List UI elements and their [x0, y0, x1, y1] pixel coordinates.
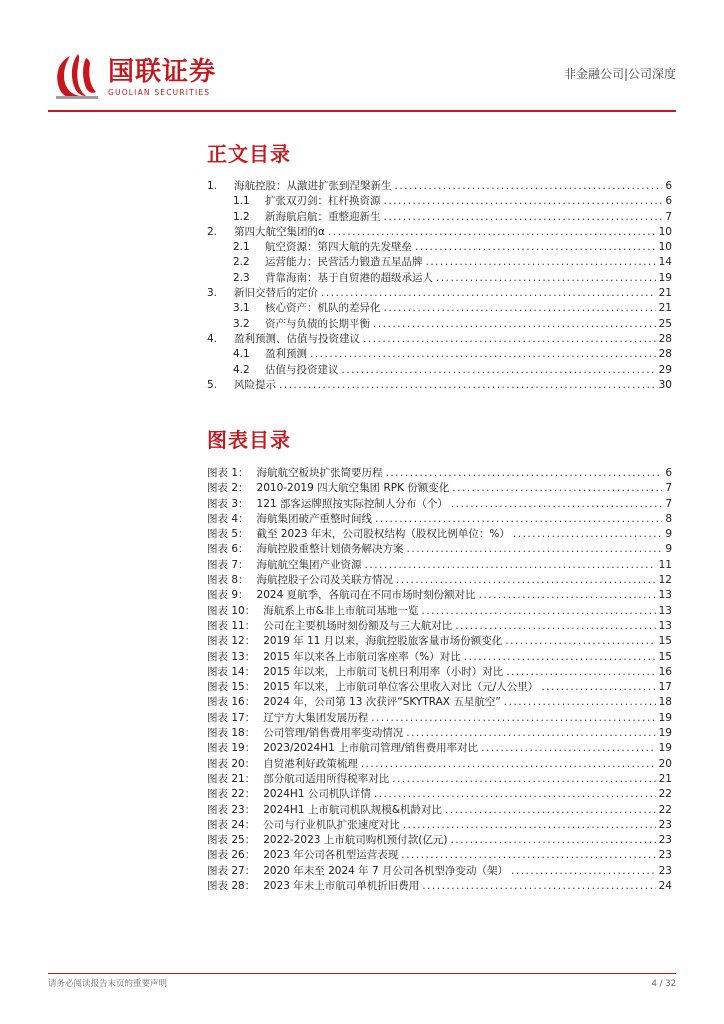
- logo-chinese-name: 国联证券: [108, 57, 217, 87]
- entry-number: 4.2: [233, 363, 250, 376]
- toc-entry[interactable]: [207, 347, 672, 362]
- entry-number: 图表 25：: [207, 834, 256, 847]
- entry-number: 图表 28：: [207, 880, 256, 893]
- report-category: 非金融公司|公司深度: [563, 67, 676, 81]
- entry-page: 17: [658, 681, 672, 694]
- figure-entry[interactable]: [207, 481, 672, 496]
- entry-number: 4.: [207, 332, 218, 345]
- entry-title: 辽宁方大集团发展历程: [263, 711, 369, 724]
- entry-page: 23: [658, 849, 672, 862]
- dot-leader: [384, 194, 663, 209]
- entry-number: 图表 17：: [207, 711, 256, 724]
- entry-title: 2024 年，公司第 13 次获评“SKYTRAX 五星航空”: [263, 696, 501, 709]
- logo-english-name: GUOLIAN SECURITIES: [108, 88, 211, 97]
- toc-entry[interactable]: [207, 271, 672, 286]
- entry-page: 21: [658, 302, 672, 315]
- entry-title: 截至 2023 年末，公司股权结构（股权比例单位：%）: [256, 528, 510, 541]
- entry-number: 图表 24：: [207, 818, 256, 831]
- dot-leader: [361, 757, 656, 772]
- dot-leader: [436, 271, 656, 286]
- entry-page: 7: [665, 482, 672, 495]
- entry-number: 图表 5：: [207, 528, 249, 541]
- entry-title: 海航系上市&非上市航司基地一览: [263, 604, 419, 617]
- dot-leader: [407, 542, 663, 557]
- entry-number: 图表 18：: [207, 727, 256, 740]
- entry-page: 23: [658, 864, 672, 877]
- dot-leader: [506, 665, 655, 680]
- entry-number: 5.: [207, 378, 218, 391]
- dot-leader: [421, 604, 655, 619]
- entry-page: 13: [658, 589, 672, 602]
- entry-title: 2020 年末至 2024 年 7 月公司各机型净变动（架）: [263, 864, 509, 877]
- dot-leader: [363, 332, 656, 347]
- entry-number: 图表 22：: [207, 788, 256, 801]
- toc-entry[interactable]: [207, 301, 672, 316]
- entry-title: 2022-2023 上市航司购机预付款(亿元): [263, 834, 448, 847]
- entry-title: 自贸港利好政策梳理: [263, 757, 358, 770]
- entry-page: 15: [658, 650, 672, 663]
- guolian-logo-icon: [50, 52, 102, 100]
- figure-list: [207, 466, 672, 894]
- entry-number: 图表 10：: [207, 604, 256, 617]
- entry-page: 25: [658, 317, 672, 330]
- entry-title: 2023/2024H1 上市航司管理/销售费用率对比: [263, 742, 479, 755]
- entry-page: 8: [665, 512, 672, 525]
- toc-entry[interactable]: [207, 240, 672, 255]
- figure-entry[interactable]: [207, 772, 672, 787]
- entry-page: 6: [665, 195, 672, 208]
- entry-title: 2024H1 公司机队详情: [263, 788, 371, 801]
- entry-number: 2.2: [233, 256, 250, 269]
- figure-entry[interactable]: [207, 588, 672, 603]
- entry-page: 21: [658, 287, 672, 300]
- entry-title: 公司与行业机队扩张速度对比: [263, 818, 400, 831]
- dot-leader: [374, 787, 656, 802]
- entry-page: 13: [658, 604, 672, 617]
- dot-leader: [375, 512, 662, 527]
- dot-leader: [445, 803, 656, 818]
- entry-number: 4.1: [233, 348, 250, 361]
- entry-number: 1.2: [233, 210, 250, 223]
- toc-entry[interactable]: [207, 363, 672, 378]
- toc-entry[interactable]: [207, 255, 672, 270]
- entry-title: 估值与投资建议: [265, 363, 339, 376]
- entry-page: 10: [658, 241, 672, 254]
- toc-entry[interactable]: [207, 317, 672, 332]
- entry-page: 6: [665, 467, 672, 479]
- entry-page: 15: [658, 635, 672, 648]
- entry-title: 部分航司适用所得税率对比: [263, 772, 390, 785]
- entry-title: 扩张双刃剑：杠杆换资源: [265, 195, 381, 208]
- entry-title: 运营能力：民营活力锻造五星品牌: [265, 256, 423, 269]
- dot-leader: [279, 378, 656, 393]
- entry-title: 海航控股重整计划债务解决方案: [256, 543, 404, 556]
- entry-page: 16: [658, 665, 672, 678]
- dot-leader: [342, 363, 656, 378]
- entry-number: 图表 11：: [207, 619, 256, 632]
- dot-leader: [328, 225, 656, 240]
- entry-number: 图表 7：: [207, 558, 249, 571]
- figure-entry[interactable]: [207, 497, 672, 512]
- figure-entry[interactable]: [207, 741, 672, 756]
- footer-divider: [48, 973, 676, 974]
- dot-leader: [481, 741, 655, 756]
- entry-title: 2019 年 11 月以来，海航控股旅客量市场份额变化: [263, 635, 503, 648]
- entry-number: 图表 27：: [207, 864, 256, 877]
- figure-entry[interactable]: [207, 634, 672, 649]
- entry-number: 图表 4：: [207, 512, 249, 525]
- dot-leader: [365, 558, 656, 573]
- entry-number: 图表 13：: [207, 650, 256, 663]
- entry-number: 图表 26：: [207, 849, 256, 862]
- entry-page: 22: [658, 788, 672, 801]
- entry-title: 新海航启航：重整迎新生: [265, 210, 381, 223]
- entry-number: 图表 21：: [207, 772, 256, 785]
- entry-page: 30: [658, 378, 672, 391]
- entry-page: 12: [658, 574, 672, 587]
- figure-entry[interactable]: [207, 787, 672, 802]
- dot-leader: [479, 588, 656, 603]
- page-number: 4 / 32: [651, 979, 676, 989]
- dot-leader: [396, 573, 656, 588]
- toc-title: 正文目录: [207, 142, 291, 166]
- dot-leader: [401, 848, 655, 863]
- entry-title: 2015 年以来，上市航司单位客公里收入对比（元/人公里）: [263, 681, 539, 694]
- dot-leader: [455, 619, 655, 634]
- entry-number: 3.1: [233, 302, 250, 315]
- entry-page: 21: [658, 772, 672, 785]
- dot-leader: [452, 481, 662, 496]
- entry-title: 2023 年末上市航司单机折旧费用: [263, 880, 420, 893]
- dot-leader: [373, 317, 656, 332]
- dot-leader: [464, 650, 656, 665]
- entry-number: 图表 16：: [207, 696, 256, 709]
- header-divider: [48, 110, 676, 112]
- entry-title: 新旧交替后的定价: [234, 287, 318, 300]
- entry-title: 第四大航空集团的α: [234, 225, 325, 238]
- entry-number: 图表 8：: [207, 574, 249, 587]
- entry-page: 29: [658, 363, 672, 376]
- entry-page: 14: [658, 256, 672, 269]
- entry-number: 1.1: [233, 195, 250, 208]
- entry-title: 公司在主要机场时刻份额及与三大航对比: [263, 619, 453, 632]
- entry-title: 海航航空集团产业资源: [256, 558, 362, 571]
- entry-title: 2024H1 上市航司机队规模&机龄对比: [263, 803, 443, 816]
- dot-leader: [384, 210, 663, 225]
- entry-page: 9: [665, 528, 672, 541]
- entry-title: 背靠海南：基于自贸港的超级承运人: [265, 271, 433, 284]
- dot-leader: [415, 240, 656, 255]
- entry-title: 风险提示: [234, 378, 276, 391]
- entry-title: 盈利预测: [265, 348, 307, 361]
- figure-entry[interactable]: [207, 466, 672, 481]
- entry-title: 盈利预测、估值与投资建议: [234, 332, 360, 345]
- page-header: [0, 0, 724, 115]
- entry-page: 19: [658, 711, 672, 724]
- entry-number: 图表 19：: [207, 742, 256, 755]
- entry-number: 图表 1：: [207, 467, 249, 479]
- entry-number: 图表 15：: [207, 681, 256, 694]
- entry-number: 3.: [207, 287, 218, 300]
- figure-entry[interactable]: [207, 512, 672, 527]
- dot-leader: [513, 527, 662, 542]
- figure-entry[interactable]: [207, 527, 672, 542]
- toc-entry[interactable]: [207, 378, 672, 393]
- entry-page: 23: [658, 834, 672, 847]
- entry-title: 海航控股：从激进扩张到涅槃新生: [234, 180, 392, 192]
- entry-page: 10: [658, 225, 672, 238]
- dot-leader: [504, 695, 656, 710]
- dot-leader: [426, 255, 656, 270]
- figure-entry[interactable]: [207, 680, 672, 695]
- toc-entry[interactable]: [207, 179, 672, 194]
- entry-number: 3.2: [233, 317, 250, 330]
- dot-leader: [395, 179, 663, 194]
- dot-leader: [384, 301, 656, 316]
- figure-entry[interactable]: [207, 818, 672, 833]
- dot-leader: [386, 466, 663, 481]
- figure-entry[interactable]: [207, 619, 672, 634]
- dot-leader: [505, 634, 655, 649]
- figure-entry[interactable]: [207, 803, 672, 818]
- entry-title: 海航集团破产重整时间线: [256, 512, 373, 525]
- toc-entry[interactable]: [207, 332, 672, 347]
- entry-number: 图表 20：: [207, 757, 256, 770]
- entry-title: 2023 年公司各机型运营表现: [263, 849, 399, 862]
- entry-page: 11: [658, 558, 672, 571]
- toc-list: [207, 179, 672, 393]
- figure-entry[interactable]: [207, 558, 672, 573]
- entry-page: 6: [665, 180, 672, 192]
- figure-entry[interactable]: [207, 604, 672, 619]
- entry-number: 图表 12：: [207, 635, 256, 648]
- dot-leader: [541, 680, 655, 695]
- entry-page: 24: [658, 880, 672, 893]
- figure-entry[interactable]: [207, 695, 672, 710]
- entry-page: 22: [658, 803, 672, 816]
- figure-entry[interactable]: [207, 757, 672, 772]
- dot-leader: [310, 347, 656, 362]
- entry-number: 图表 23：: [207, 803, 256, 816]
- entry-number: 图表 2：: [207, 482, 249, 495]
- entry-title: 公司管理/销售费用率变动情况: [263, 727, 404, 740]
- entry-page: 9: [665, 543, 672, 556]
- figure-entry[interactable]: [207, 833, 672, 848]
- entry-number: 图表 14：: [207, 665, 256, 678]
- entry-number: 2.: [207, 225, 218, 238]
- toc-entry[interactable]: [207, 286, 672, 301]
- entry-title: 2010-2019 四大航空集团 RPK 份额变化: [256, 482, 450, 495]
- entry-page: 20: [658, 757, 672, 770]
- entry-number: 图表 9：: [207, 589, 249, 602]
- figure-entry[interactable]: [207, 650, 672, 665]
- entry-page: 23: [658, 818, 672, 831]
- figure-entry[interactable]: [207, 665, 672, 680]
- entry-title: 2015 年以来各上市航司客座率（%）对比: [263, 650, 461, 663]
- toc-entry[interactable]: [207, 194, 672, 209]
- entry-number: 图表 6：: [207, 543, 249, 556]
- toc-entry[interactable]: [207, 210, 672, 225]
- entry-number: 图表 3：: [207, 497, 249, 510]
- entry-title: 资产与负债的长期平衡: [265, 317, 370, 330]
- entry-title: 核心资产：机队的差异化: [265, 302, 381, 315]
- entry-number: 2.1: [233, 241, 250, 254]
- toc-entry[interactable]: [207, 225, 672, 240]
- figure-entry[interactable]: [207, 573, 672, 588]
- entry-number: 1.: [207, 180, 218, 192]
- figure-entry[interactable]: [207, 864, 672, 879]
- dot-leader: [422, 879, 655, 894]
- dot-leader: [321, 286, 656, 301]
- figure-entry[interactable]: [207, 726, 672, 741]
- dot-leader: [406, 726, 655, 741]
- entry-page: 19: [658, 727, 672, 740]
- figure-list-title: 图表目录: [207, 428, 291, 452]
- entry-title: 2015 年以来，上市航司飞机日利用率（小时）对比: [263, 665, 504, 678]
- entry-page: 7: [665, 210, 672, 223]
- entry-page: 7: [665, 497, 672, 510]
- entry-page: 18: [658, 696, 672, 709]
- entry-page: 19: [658, 742, 672, 755]
- entry-title: 121 部客运牌照按实际控制人分布（个）: [256, 497, 448, 510]
- dot-leader: [511, 864, 656, 879]
- dot-leader: [392, 772, 655, 787]
- entry-page: 28: [658, 332, 672, 345]
- entry-number: 2.3: [233, 271, 250, 284]
- entry-title: 航空资源：第四大航的先发壁垒: [265, 241, 412, 254]
- figure-entry[interactable]: [207, 542, 672, 557]
- dot-leader: [450, 833, 655, 848]
- entry-page: 28: [658, 348, 672, 361]
- dot-leader: [371, 711, 655, 726]
- footer-disclaimer: 请务必阅读报告末页的重要声明: [48, 979, 168, 989]
- entry-title: 2024 夏航季，各航司在不同市场时刻份额对比: [256, 589, 476, 602]
- figure-entry[interactable]: [207, 848, 672, 863]
- figure-entry[interactable]: [207, 879, 672, 894]
- figure-entry[interactable]: [207, 711, 672, 726]
- dot-leader: [451, 497, 662, 512]
- entry-title: 海航控股子公司及关联方情况: [256, 574, 394, 587]
- entry-page: 13: [658, 619, 672, 632]
- entry-page: 19: [658, 271, 672, 284]
- entry-title: 海航航空板块扩张简要历程: [256, 467, 383, 479]
- dot-leader: [403, 818, 656, 833]
